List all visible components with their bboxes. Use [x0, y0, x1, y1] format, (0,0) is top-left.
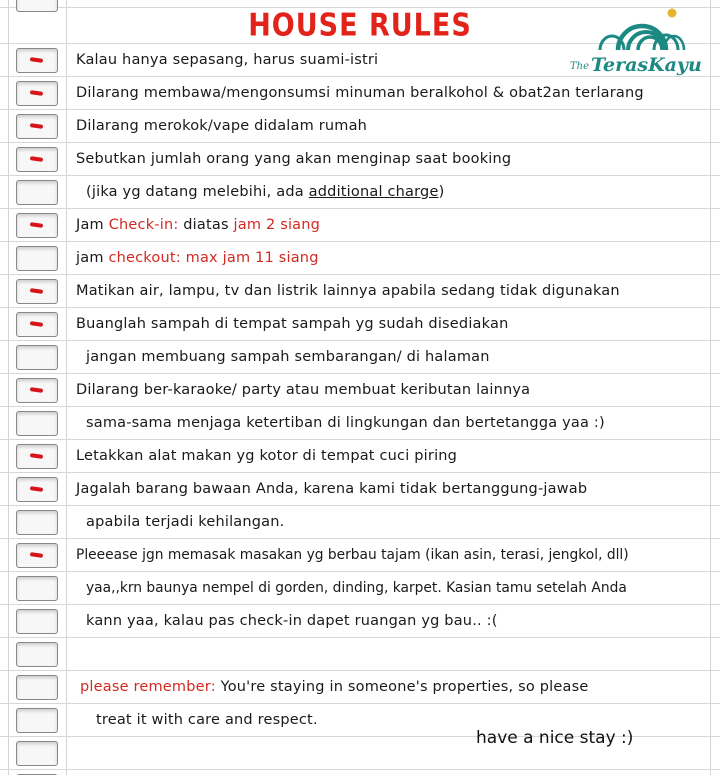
rule-text: Dilarang membawa/mengonsumsi minuman beralkohol & obat2an terlarang [76, 85, 644, 101]
rule-line [0, 241, 720, 242]
rule-text [76, 250, 319, 266]
remember-text: You're staying in someone's properties, so please [215, 679, 589, 695]
rule-text: sama-sama menjaga ketertiban di lingkungan dan bertetangga yaa :) [86, 415, 605, 431]
logo-wordmark [570, 54, 702, 76]
rule-line [0, 703, 720, 704]
rule-text: Buanglah sampah di tempat sampah yg sudah disediakan [76, 316, 509, 332]
rule-text: apabila terjadi kehilangan. [86, 514, 285, 530]
rule-line [0, 274, 720, 275]
rule-text: yaa,,krn baunya nempel di gorden, dinding, karpet. Kasian tamu setelah Anda [86, 580, 627, 596]
rule-line [0, 406, 720, 407]
rule-text: Pleeease jgn memasak masakan yg berbau tajam (ikan asin, terasi, jengkol, dll) [76, 547, 629, 563]
rule-line [0, 208, 720, 209]
rule-text-part: jam [76, 250, 109, 266]
checkbox[interactable] [16, 147, 58, 172]
checkbox[interactable] [16, 543, 58, 568]
rule-text: kann yaa, kalau pas check-in dapet ruangan yg bau.. :( [86, 613, 498, 629]
checkbox[interactable] [16, 477, 58, 502]
checkbox[interactable] [16, 213, 58, 238]
checkbox[interactable] [16, 675, 58, 700]
checkbox[interactable] [16, 246, 58, 271]
rule-line [0, 769, 720, 770]
rule-text [76, 217, 320, 233]
page-title: HOUSE RULES [248, 8, 472, 44]
checkbox[interactable] [16, 312, 58, 337]
checkbox[interactable] [16, 576, 58, 601]
checkbox[interactable] [16, 510, 58, 535]
checkin-time: jam 2 siang [233, 217, 321, 233]
checkbox[interactable] [16, 48, 58, 73]
rule-line [0, 307, 720, 308]
remember-line [80, 679, 588, 695]
rule-text [86, 184, 444, 200]
rule-line [0, 538, 720, 539]
checkbox[interactable] [16, 180, 58, 205]
rule-text-part: Jam [76, 217, 109, 233]
rule-text: Matikan air, lampu, tv dan listrik lainnya apabila sedang tidak digunakan [76, 283, 620, 299]
checkbox[interactable] [16, 741, 58, 766]
rule-text: Dilarang merokok/vape didalam rumah [76, 118, 368, 134]
rule-line [0, 604, 720, 605]
rule-line [0, 439, 720, 440]
rule-text: Letakkan alat makan yg kotor di tempat cuci piring [76, 448, 458, 464]
rule-line [0, 637, 720, 638]
checkbox[interactable] [16, 345, 58, 370]
rule-text: Kalau hanya sepasang, harus suami-istri [76, 52, 379, 68]
rule-line [0, 373, 720, 374]
checkout-time: checkout: max jam 11 siang [108, 250, 319, 266]
checkbox[interactable] [16, 0, 58, 12]
closing-note: have a nice stay :) [476, 728, 634, 748]
logo-name: TerasKayu [591, 54, 702, 76]
checkbox[interactable] [16, 81, 58, 106]
checkbox[interactable] [16, 114, 58, 139]
rule-line [0, 142, 720, 143]
rule-line [0, 472, 720, 473]
rule-text-part: ) [438, 184, 445, 200]
rule-line [0, 175, 720, 176]
additional-charge-text: additional charge [308, 184, 439, 200]
remember-label: please remember: [80, 679, 216, 695]
checkbox[interactable] [16, 444, 58, 469]
checkbox[interactable] [16, 642, 58, 667]
rule-text: Dilarang ber-karaoke/ party atau membuat keributan lainnya [76, 382, 531, 398]
margin-line [66, 0, 67, 775]
checkbox[interactable] [16, 279, 58, 304]
checkbox[interactable] [16, 411, 58, 436]
margin-line [710, 0, 711, 775]
rule-text-part: diatas [178, 217, 234, 233]
rule-line [0, 571, 720, 572]
margin-line [8, 0, 9, 775]
rule-line [0, 505, 720, 506]
logo-prefix: The [570, 61, 590, 72]
rule-line [0, 340, 720, 341]
rule-text: Jagalah barang bawaan Anda, karena kami tidak bertanggung-jawab [76, 481, 588, 497]
remember-line: treat it with care and respect. [96, 712, 318, 728]
checkbox[interactable] [16, 708, 58, 733]
rule-line [0, 670, 720, 671]
rule-text: jangan membuang sampah sembarangan/ di halaman [86, 349, 490, 365]
rule-text: Sebutkan jumlah orang yang akan menginap saat booking [76, 151, 512, 167]
rule-text-part: (jika yg datang melebihi, ada [86, 184, 309, 200]
rule-line [0, 109, 720, 110]
checkbox[interactable] [16, 609, 58, 634]
checkin-label: Check-in: [108, 217, 179, 233]
checkbox[interactable] [16, 378, 58, 403]
teras-kayu-logo [560, 6, 710, 84]
